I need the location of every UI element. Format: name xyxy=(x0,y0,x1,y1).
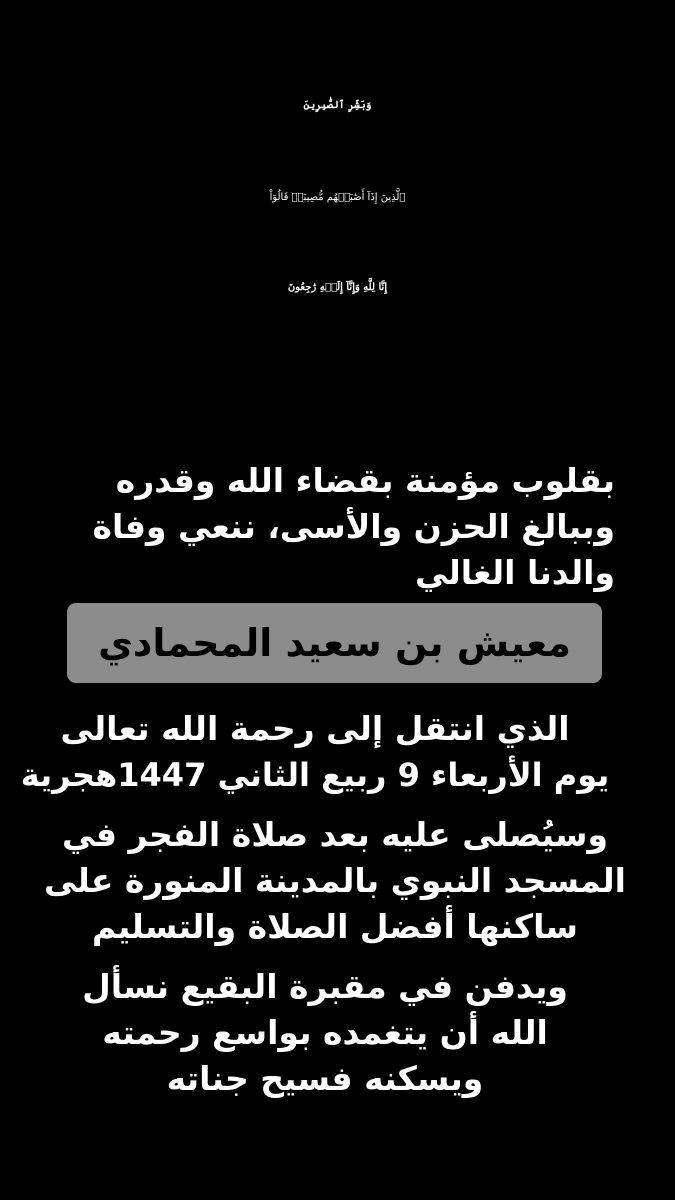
burial-info-paragraph xyxy=(35,964,615,1102)
burial-info-line-2: الله أن يتغمده بواسع رحمته xyxy=(102,1013,548,1052)
intro-line-1: بقلوب مؤمنة بقضاء الله وقدره xyxy=(115,461,615,500)
prayer-info-paragraph xyxy=(20,812,650,950)
death-info-line-1: الذي انتقل إلى رحمة الله تعالى xyxy=(60,709,570,748)
verse-inna-lillah-calligraphy: إِنَّا لِلَّهِ وَإِنَّآ إِلَيۡهِ رَٰجِعُونَ xyxy=(287,282,388,293)
verse-those-who-heading: ٱلَّذِينَ إِذَآ أَصَٰبَتۡهُم مُّصِيبَةٞ قَالُوٓاْ xyxy=(269,192,406,203)
death-info-paragraph xyxy=(15,706,615,798)
deceased-name: معيش بن سعيد المحمادي xyxy=(98,621,571,665)
death-info-line-2: يوم الأربعاء 9 ربيع الثاني 1447هجرية xyxy=(20,756,610,794)
intro-line-2: وببالغ الحزن والأسى، ننعي وفاة xyxy=(92,507,615,546)
prayer-info-line-1: وسيُصلى عليه بعد صلاة الفجر في xyxy=(61,815,608,854)
intro-line-3: والدنا الغالي xyxy=(414,553,615,592)
burial-info-line-1: ويدفن في مقبرة البقيع نسأل xyxy=(82,967,568,1006)
prayer-info-line-2: المسجد النبوي بالمدينة المنورة على xyxy=(44,861,626,900)
verse-glad-tidings-heading: وَبَشِّرِ ٱلصَّٰبِرِينَ xyxy=(303,100,372,111)
intro-paragraph xyxy=(15,458,615,596)
deceased-name-box xyxy=(67,603,602,683)
burial-info-line-3: ويسكنه فسيح جناته xyxy=(166,1059,484,1098)
prayer-info-line-3: ساكنها أفضل الصلاة والتسليم xyxy=(92,907,578,946)
